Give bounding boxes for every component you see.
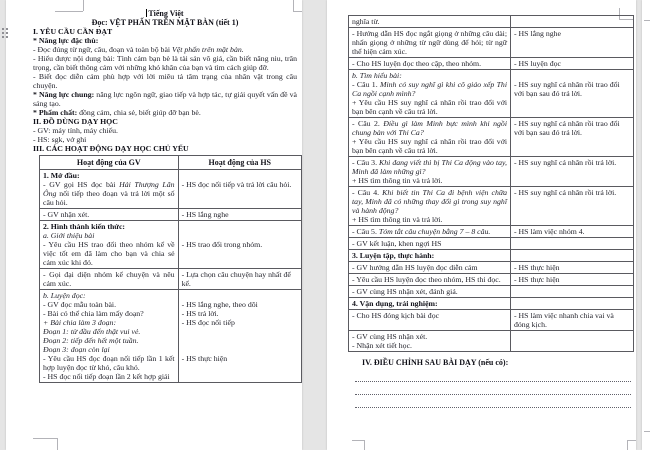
gv-cell [40,170,179,209]
text-run: - HS đọc nối tiếp [181,318,235,327]
cell-line [352,251,507,260]
cell-line [514,59,630,68]
cell-line [43,171,175,180]
text-run: - GV nhận xét. [43,210,90,219]
cell-line [43,231,175,240]
cell-line [352,341,507,350]
text-run: - HS suy nghĩ cá nhân rồi trả lời. [514,188,617,197]
cell-line [182,231,298,240]
cell-line [352,176,507,185]
cell-line [352,188,507,215]
text-run: - GV cùng HS nhận xét, đánh giá. [352,287,458,296]
gv-cell [349,157,511,187]
hs-cell [178,269,301,290]
page-left-text-area[interactable] [33,9,297,383]
cell-line [43,300,175,309]
text-run: - HS thực hiện [181,354,228,363]
cell-line [43,291,175,300]
table-row [349,118,634,157]
text-run: - Lựa chọn câu chuyện hay nhất để kể. [181,270,291,288]
dotted-fill-line [355,382,631,395]
hs-cell [511,118,634,157]
text-run: - Đọc đúng từ ngữ, câu, đoạn và toàn bộ bài [33,45,173,54]
paragraph [33,90,297,108]
gv-cell [349,70,511,118]
table-row [349,16,634,28]
text-run: - Nhận xét tiết học. [352,341,412,350]
cell-line [182,300,298,309]
cell-line [43,222,175,231]
table-row [40,290,302,383]
table-row [349,157,634,187]
gv-cell [349,238,511,250]
page-right[interactable] [327,0,636,450]
activities-table [348,15,634,352]
cell-line [352,311,507,320]
hs-cell [511,262,634,274]
text-run: 4. Vận dụng, trải nghiệm: [352,299,438,308]
cell-line [352,275,507,284]
cell-line [43,240,175,267]
text-run: * Phẩm chất: [33,108,78,117]
paragraph [33,27,297,36]
cell-line [182,291,298,300]
cell-line [352,29,507,56]
cell-line [514,275,630,284]
paragraph [33,18,297,27]
paragraph [33,126,297,135]
table-row [40,221,302,269]
cell-line [514,311,630,329]
text-run: - HS làm việc nhanh chia vai và đóng kịch. [514,311,614,329]
text-run: - GV kết luận, khen ngợi HS [352,239,442,248]
hs-cell [511,28,634,58]
cell-line [182,240,298,249]
text-run: Tóm tắt câu chuyện bằng 7 – 8 câu. [378,227,491,236]
text-run: IV. ĐIỀU CHỈNH SAU BÀI DẠY (nếu có): [362,358,509,367]
paragraph [33,54,297,72]
hs-cell [511,310,634,331]
cell-line [43,318,175,327]
gv-cell [349,226,511,238]
text-run: III. CÁC HOẠT ĐỘNG DẠY HỌC CHỦ YẾU [33,144,189,153]
hs-cell [511,157,634,187]
gv-cell [349,118,511,157]
text-run: - Gọi đại diện nhóm kể chuyện và nêu cảm xúc. [43,270,175,288]
table-row [349,238,634,250]
text-run: đồng cảm, chia sẻ, biết giúp đỡ bạn bè. [77,108,201,117]
text-run: - HS thực hiện [514,263,560,272]
cell-line [352,119,507,137]
text-run: Vệt phấn trên mặt bàn. [172,45,244,54]
text-run: - Biết đọc diễn cảm phù hợp với lời miêu tả tâm trạng của nhân vật trong câu chuyện. [33,72,297,90]
cell-line [514,119,630,137]
text-run: - Hướng dẫn HS đọc ngắt giọng ở những câu dài; nhấn giọng ở những từ ngữ dùng để hỏi; từ ngữ thể hiện cảm xúc. [352,29,507,56]
table-row [349,286,634,298]
column-header: Hoạt động của GV [40,156,179,170]
cell-line [182,345,298,354]
hs-cell [511,226,634,238]
table-row [349,70,634,118]
text-run: b. Luyện đọc: [43,291,86,300]
text-run: Điều gì làm Minh bực mình khi ngồi chung bàn với Thi Ca? [352,119,507,137]
table-row [349,58,634,70]
cell-line [182,180,298,189]
text-run: + Bài chia làm 3 đoạn: [43,318,117,327]
text-run: - HS suy nghĩ cá nhân rồi trả lời. [514,158,617,167]
cell-line [182,210,298,219]
cell-line [182,336,298,345]
gv-cell [349,262,511,274]
paragraph [33,9,297,18]
cell-line [43,372,175,381]
hs-cell [511,331,634,352]
text-run: - HS suy nghĩ cá nhân rồi trao đổi với bạn sau đó trả lời. [514,119,620,137]
text-run: Tiếng Việt [148,9,184,18]
text-run: Khi biết tin Thi Ca đi bệnh viện chữa tay, Minh đã có những thay đổi gì trong suy nghĩ và hành động? [352,188,507,215]
text-run: 3. Luyện tập, thực hành: [352,251,435,260]
text-run: + Yêu cầu HS suy nghĩ cá nhân rồi trao đổi với bạn bên cạnh về câu trả lời. [352,137,507,155]
text-run: II. ĐỒ DÙNG DẠY HỌC [33,117,118,126]
cell-line [43,327,175,336]
paragraph [33,36,297,45]
text-run: - HS lắng nghe [514,29,561,38]
text-run: - Câu 3. [352,158,380,167]
gv-cell [349,286,511,298]
drag-handle-icon[interactable] [2,28,4,30]
text-run: - Yêu cầu HS trao đổi theo nhóm kể về việc tốt em đã làm cho bạn và chia sẻ cảm xúc khi đó. [43,240,175,267]
gv-cell [349,58,511,70]
gv-cell [349,274,511,286]
table-row [40,269,302,290]
text-run: I. YÊU CẦU CẦN ĐẠT [33,27,113,36]
cell-line [514,71,630,80]
text-run: - Cho HS đóng kịch bài đọc [352,311,440,320]
text-run: * Năng lực chung: [33,90,95,99]
cell-line [182,354,298,363]
text-run: - Cho HS luyện đọc theo cặp, theo nhóm. [352,59,482,68]
cell-line [43,309,175,318]
text-run: - GV cùng HS nhận xét. [352,332,428,341]
gv-cell [349,310,511,331]
text-run: - GV đọc mẫu toàn bài. [43,300,117,309]
cell-line [352,215,507,224]
cell-line [514,227,630,236]
gv-cell [349,28,511,58]
text-run: Đoạn 1: từ đầu đến thật vui vẻ. [43,327,141,336]
text-run: + HS tìm thông tin và trả lời. [352,215,443,224]
section-4-heading [362,358,636,367]
gv-cell [349,187,511,226]
hs-cell [511,70,634,118]
dotted-fill-line [355,395,631,408]
cell-line [43,336,175,345]
text-run: năng lực ngôn ngữ, giao tiếp và hợp tác, tự giải quyết vấn đề và sáng tạo. [33,90,297,108]
table-row [40,209,302,221]
gv-cell [349,331,511,352]
paragraph [33,117,297,126]
text-run: Đoạn 2: tiếp đến hết một tuần. [43,336,139,345]
text-run: 2. Hình thành kiến thức: [43,222,126,231]
gv-cell [40,209,179,221]
cell-line [352,263,507,272]
cell-line [182,318,298,327]
text-run: - HS suy nghĩ cá nhân rồi trao đổi với bạn sau đó trả lời. [514,80,620,98]
activities-table [39,155,302,383]
table-row [40,170,302,209]
paragraph [33,72,297,90]
table-row [349,298,634,310]
text-run: Đọc: VỆT PHẤN TRÊN MẶT BÀN (tiết 1) [91,18,239,27]
text-run: Minh có suy nghĩ gì khi cô giáo xếp Thi Ca ngồi cạnh mình? [352,80,507,98]
text-run: - HS thực hiện [514,275,560,284]
text-run: - Yêu cầu HS đọc đoạn nối tiếp lần 1 kết hợp luyện đọc từ khó, câu khó. [43,354,175,372]
text-run: - Bài có thể chia làm mấy đoạn? [43,309,144,318]
text-run: nối tiếp theo đoạn và trả lời một số câu hỏi. [43,189,175,207]
text-run: Đoạn 3: đoạn còn lại [43,345,110,354]
table-row [349,262,634,274]
text-run: - HS lắng nghe, theo dõi [181,300,258,309]
cell-line [43,270,175,288]
cell-line [43,345,175,354]
hs-cell [511,238,634,250]
text-run: - HS luyện đọc [514,59,561,68]
table-row [349,250,634,262]
text-run: - Câu 5. [352,227,379,236]
table-row [349,28,634,58]
cell-line [182,309,298,318]
table-header-row [40,156,302,170]
hs-cell [511,58,634,70]
column-header: Hoạt động của HS [178,156,301,170]
text-run: + Yêu cầu HS suy nghĩ cá nhân rồi trao đổi với bạn bên cạnh về câu trả lời. [352,98,507,116]
text-run: - Câu 1. [352,80,380,89]
page-left[interactable] [6,0,302,450]
text-run: - Yêu cầu HS luyện đọc theo nhóm, HS thi đọc. [352,275,501,284]
cell-line [352,71,507,80]
text-run: nghĩa từ. [352,17,380,26]
text-run: Khi đang viết thì bị Thi Ca động vào tay, Minh đã làm những gì? [352,158,507,176]
cell-line [182,171,298,180]
cell-line [352,80,507,98]
gv-cell [40,269,179,290]
cell-line [352,137,507,155]
paragraph [33,135,297,144]
text-run: * Năng lực đặc thù: [33,36,99,45]
gv-cell [40,221,179,269]
gv-cell [40,290,179,383]
cell-line [514,158,630,167]
page-right-text-area[interactable] [327,13,636,408]
text-run: - Hiểu được nội dung bài: Tình cảm bạn bè là tài sản vô giá, cần biết nâng niu, trân trọng, cần biết thông cảm với những khó khăn của bạn và tìm cách giúp đỡ. [33,54,297,72]
cell-line [182,222,298,231]
text-run: Hải Thượng Lãn Ông [43,180,175,198]
cell-line [352,287,507,296]
gv-cell [349,16,511,28]
table-row [349,187,634,226]
hs-cell [511,298,634,310]
cell-line [43,210,175,219]
cell-line [352,332,507,341]
cell-line [352,227,507,236]
table-row [349,331,634,352]
text-run: - HS làm việc nhóm 4. [514,227,585,236]
cell-line [43,180,175,207]
text-run: a. Giới thiệu bài [43,231,95,240]
cell-line [43,354,175,372]
text-run: + HS tìm thông tin và trả lời. [352,176,443,185]
cell-line [182,270,298,288]
hs-cell [178,209,301,221]
cell-line [514,80,630,98]
text-run: - GV hướng dẫn HS luyện đọc diễn cảm [352,263,478,272]
cell-line [514,188,630,197]
gv-cell [349,298,511,310]
text-run: - HS trả lời. [181,309,219,318]
text-run: - Câu 4. [352,188,383,197]
hs-cell [178,290,301,383]
cell-line [352,17,507,26]
hs-cell [511,250,634,262]
text-run: - HS lắng nghe [181,210,229,219]
text-run: b. Tìm hiểu bài: [352,71,402,80]
text-run: - HS đọc nối tiếp đoạn lần 2 kết hợp giải [43,372,170,381]
hs-cell [178,221,301,269]
text-run: 1. Mở đầu: [43,171,80,180]
text-run: - HS đọc nối tiếp và trả lời câu hỏi. [181,180,292,189]
paragraph [33,108,297,117]
cell-line [352,299,507,308]
hs-cell [511,286,634,298]
table-row [349,274,634,286]
paragraph [33,144,297,153]
text-run: - HS: sgk, vở ghi [33,135,87,144]
hs-cell [511,187,634,226]
page-next-sliver [642,0,650,450]
cell-line [352,98,507,116]
text-run: - HS trao đổi trong nhóm. [181,240,263,249]
hs-cell [511,16,634,28]
cell-line [352,239,507,248]
hs-cell [178,170,301,209]
table-row [349,226,634,238]
cell-line [514,263,630,272]
paragraph [33,45,297,54]
table-row [349,310,634,331]
hs-cell [511,274,634,286]
dotted-fill-line [355,369,631,382]
cell-line [514,29,630,38]
text-run: - GV gọi HS đọc bài [43,180,120,189]
text-run: - GV: máy tính, máy chiếu. [33,126,118,135]
text-run: - Câu 2. [352,119,384,128]
cell-line [182,327,298,336]
cell-line [352,59,507,68]
cell-line [352,158,507,176]
gv-cell [349,250,511,262]
